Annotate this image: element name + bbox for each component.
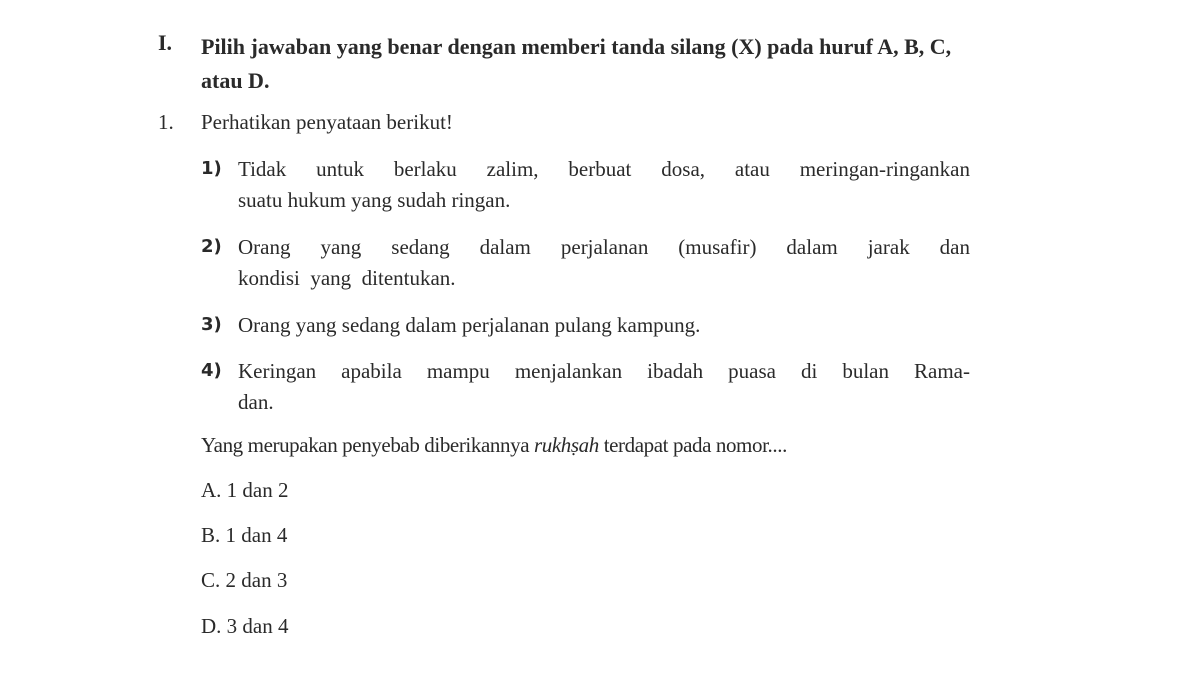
- option-d-letter: D.: [201, 614, 222, 638]
- statement-4-text: [238, 356, 970, 418]
- question-number: 1.: [158, 110, 174, 134]
- option-b-text: 1 dan 4: [225, 523, 288, 547]
- option-c-text: 2 dan 3: [225, 568, 288, 592]
- statement-1-text: [238, 154, 970, 216]
- statement-1-line-1: Tidak untuk berlaku zalim, berbuat dosa, atau meringan-ringankan: [238, 157, 970, 181]
- statement-3-number: 3): [201, 314, 222, 335]
- question-stem: [201, 433, 787, 458]
- statement-3-line-1: Orang yang sedang dalam perjalanan pulang kampung.: [238, 313, 701, 337]
- option-a[interactable]: [201, 478, 289, 503]
- option-a-text: 1 dan 2: [226, 478, 289, 502]
- statement-4-line-2: dan.: [238, 390, 274, 414]
- statement-4-line-1: Keringan apabila mampu menjalankan ibadah puasa di bulan Rama-: [238, 359, 970, 383]
- statement-2-text: [238, 232, 970, 294]
- statement-2-line-2: kondisi yang ditentukan.: [238, 266, 456, 290]
- statement-1-number: 1): [201, 158, 222, 179]
- statement-4-number: 4): [201, 360, 222, 381]
- statement-2-line-1: Orang yang sedang dalam perjalanan (musafir) dalam jarak dan: [238, 235, 970, 259]
- option-b[interactable]: [201, 523, 287, 548]
- option-b-letter: B.: [201, 523, 221, 547]
- stem-after: terdapat pada nomor....: [598, 433, 787, 457]
- option-c-letter: C.: [201, 568, 221, 592]
- statement-1-line-2: suatu hukum yang sudah ringan.: [238, 188, 511, 212]
- statement-3-text: [238, 310, 970, 341]
- option-a-letter: A.: [201, 478, 222, 502]
- section-number: I.: [158, 30, 173, 55]
- option-d[interactable]: [201, 614, 289, 639]
- stem-before: Yang merupakan penyebab diberikannya: [201, 433, 534, 457]
- option-c[interactable]: [201, 568, 287, 593]
- stem-term: rukhṣah: [533, 433, 599, 457]
- question-prompt: Perhatikan penyataan berikut!: [201, 110, 453, 134]
- option-d-text: 3 dan 4: [226, 614, 289, 638]
- statement-2-number: 2): [201, 236, 222, 257]
- section-instruction: Pilih jawaban yang benar dengan memberi tanda silang (X) pada huruf A, B, C, atau D.: [201, 34, 952, 93]
